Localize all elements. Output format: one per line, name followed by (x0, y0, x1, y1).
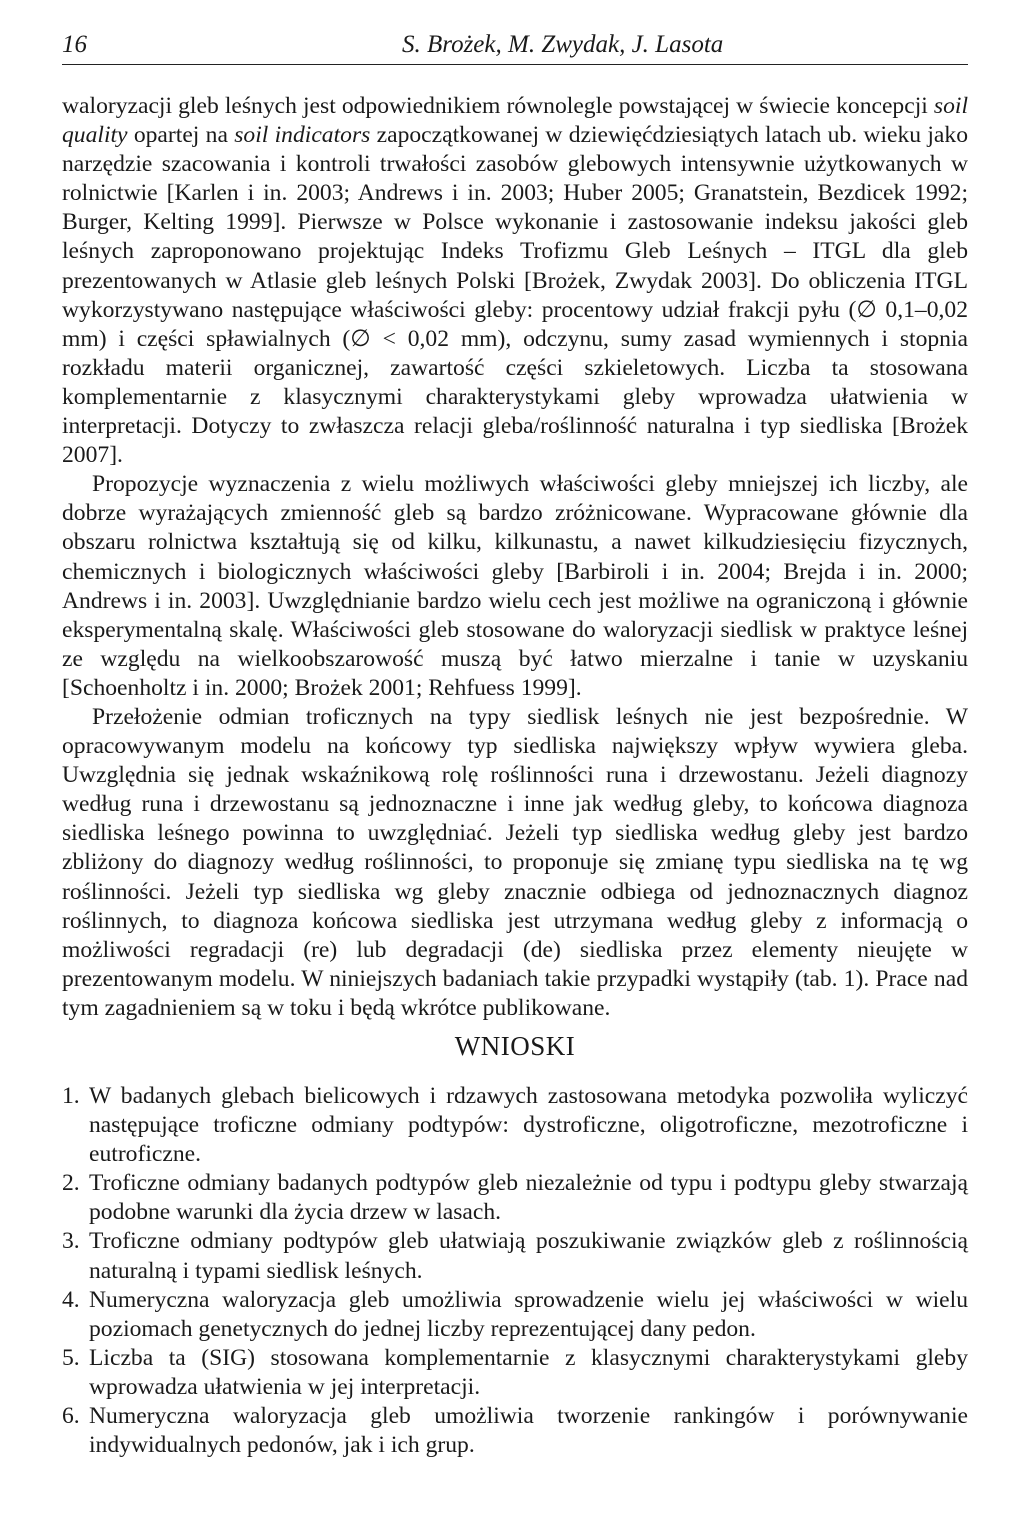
conclusion-item (62, 1227, 968, 1285)
running-header-authors: S. Brożek, M. Zwydak, J. Lasota (402, 31, 724, 58)
conclusion-text: Numeryczna waloryzacja gleb umożliwia tworzenie rankingów i porównywanie indywidualnych pedonów, jak i ich grup. (89, 1403, 968, 1459)
text-run: waloryzacji gleb leśnych jest odpowiednikiem równolegle powstającej w świecie koncepcji (62, 93, 934, 119)
conclusion-text: Numeryczna waloryzacja gleb umożliwia sprowadzenie wielu jej właściwości w wielu poziomach genetycznych do jednej liczby reprezentującej dany pedon. (89, 1286, 968, 1342)
conclusion-number: 5. (62, 1344, 80, 1371)
conclusion-item (62, 1082, 968, 1169)
conclusion-text: Troficzne odmiany badanych podtypów gleb niezależnie od typu i podtypu gleby stwarzają podobne warunki dla życia drzew w lasach. (89, 1170, 968, 1226)
conclusion-number: 6. (62, 1403, 80, 1430)
running-header (62, 30, 968, 65)
conclusion-number: 3. (62, 1228, 80, 1255)
text-run: zapoczątkowanej w dziewięćdziesiątych latach ub. wieku jako narzędzie szacowania i kontroli trwałości zasobów glebowych intensywnie użytkowanych w rolnictwie [Karlen i in. 2003; Andrews i in. 2003; Huber 2005; Granatstein, Bezdicek 1992; Burger, Kelting 1999]. Pierwsze w Polsce wykonanie i zastosowanie indeksu jakości gleb leśnych zaproponowano projektując Indeks Trofizmu Gleb Leśnych – ITGL dla gleb prezentowanych w Atlasie gleb leśnych Polski [Brożek, Zwydak 2003]. Do obliczenia ITGL wykorzystywano następujące właściwości gleby: procentowy udział frakcji pyłu (∅ 0,1–0,02 mm) i części spławialnych (∅ < 0,02 mm), odczynu, sumy zasad wymiennych i stopnia rozkładu materii organicznej, zawartość części szkieletowych. Liczba ta stosowana komplementarnie z klasycznymi charakterystykami gleby wprowadza ułatwienia w interpretacji. Dotyczy to zwłaszcza relacji gleba/roślinność naturalna i typ siedliska [Brożek 2007]. (62, 122, 968, 469)
paragraph (62, 470, 968, 703)
conclusion-item (62, 1344, 968, 1402)
conclusions-list (62, 1082, 968, 1460)
text-run: Przełożenie odmian troficznych na typy siedlisk leśnych nie jest bezpośrednie. W opracowywanym modelu na końcowy typ siedliska największy wpływ wywiera gleba. Uwzględnia się jednak wskaźnikową rolę roślinności runa i drzewostanu. Jeżeli diagnozy według runa i drzewostanu są jednoznaczne i inne jak według gleby, to końcowa diagnoza siedliska leśnego powinna to uwzględniać. Jeżeli typ siedliska według gleby jest bardzo zbliżony do diagnozy według roślinności, to proponuje się zmianę typu siedliska na tę wg roślinności. Jeżeli typ siedliska wg gleby znacznie odbiega od jednoznacznych diagnoz roślinnych, to diagnoza końcowa siedliska jest utrzymana według gleby z informacją o możliwości regradacji (re) lub degradacji (de) siedliska przez elementy nieujęte w prezentowanym modelu. W niniejszych badaniach takie przypadki wystąpiły (tab. 1). Prace nad tym zagadnieniem są w toku i będą wkrótce publikowane. (62, 703, 968, 1021)
conclusion-text: Troficzne odmiany podtypów gleb ułatwiają poszukiwanie związków gleb z roślinnością naturalną i typami siedlisk leśnych. (89, 1228, 968, 1284)
conclusion-number: 4. (62, 1286, 80, 1313)
conclusion-number: 1. (62, 1083, 80, 1109)
section-title: WNIOSKI (454, 1031, 576, 1061)
page-number: 16 (62, 31, 87, 58)
conclusion-number: 2. (62, 1170, 80, 1197)
paragraph (62, 703, 968, 1023)
text-run: Propozycje wyznaczenia z wielu możliwych właściwości gleby mniejszej ich liczby, ale dobrze wyrażających zmienność gleb są bardzo zróżnicowane. Wypracowane głównie dla obszaru rolnictwa kształtują się od kilku, kilkunastu, a nawet kilkudziesięciu fizycznych, chemicznych i biologicznych właściwości gleby [Barbiroli i in. 2004; Brejda i in. 2000; Andrews i in. 2003]. Uwzględnianie bardzo wielu cech jest możliwe na ograniczoną i głównie eksperymentalną skalę. Właściwości gleb stosowane do waloryzacji siedlisk w praktyce leśnej ze względu na wielkoobszarowość muszą być łatwo mierzalne i tanie w uzyskaniu [Schoenholtz i in. 2000; Brożek 2001; Rehfuess 1999]. (62, 471, 968, 701)
conclusion-item (62, 1402, 968, 1460)
italic-term: soil quality (62, 93, 968, 149)
paragraph (62, 92, 968, 470)
body-text (62, 92, 968, 1023)
conclusion-text: Liczba ta (SIG) stosowana komplementarnie z klasycznymi charakterystykami gleby wprowadza ułatwienia w jej interpretacji. (89, 1344, 968, 1400)
conclusion-text: W badanych glebach bielicowych i rdzawych zastosowana metodyka pozwoliła wyliczyć następujące troficzne odmiany podtypów: dystroficzne, oligotroficzne, mezotroficzne i eutroficzne. (89, 1083, 968, 1168)
conclusion-item (62, 1286, 968, 1344)
text-run: opartej na (127, 122, 235, 149)
conclusion-item (62, 1169, 968, 1227)
italic-term: soil indicators (234, 122, 371, 149)
